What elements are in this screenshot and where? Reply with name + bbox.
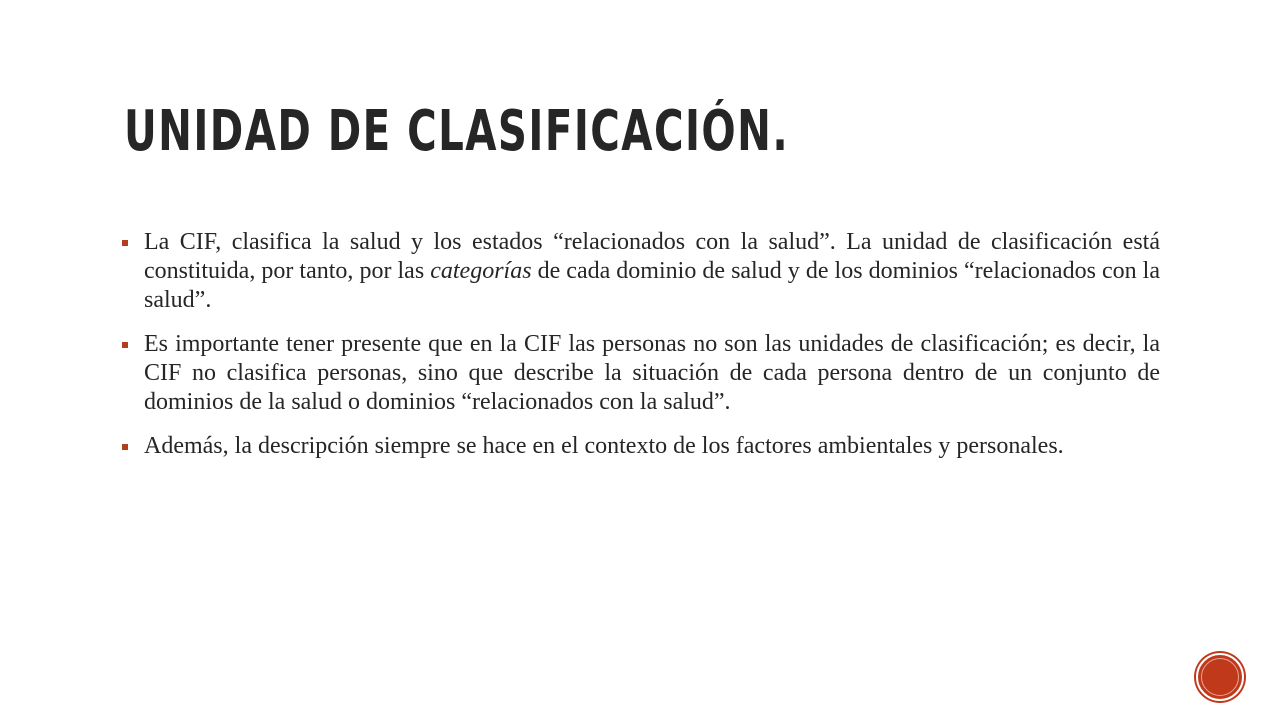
bullet-item [122, 432, 1160, 461]
bullet-text: Es importante tener presente que en la CIF las personas no son las unidades de clasificación; es decir, la CIF no clasifica personas, sino que describe la situación de cada persona dentro de un conjunto de dominios de la salud o dominios “relacionados con la salud”. [144, 331, 1160, 415]
slide-title: UNIDAD DE CLASIFICACIÓN. [124, 99, 790, 164]
bullet-text: Además, la descripción siempre se hace en el contexto de los factores ambientales y personales. [144, 433, 1064, 459]
badge-ring-icon [1201, 658, 1239, 696]
bullet-item [122, 228, 1160, 315]
bullet-item [122, 330, 1160, 417]
bullet-text: La CIF, clasifica la salud y los estados “relacionados con la salud”. La unidad de clasificación está constituida, por tanto, por las [144, 229, 1160, 284]
square-bullet-icon [122, 444, 128, 450]
bullet-text-after: de cada dominio de salud y de los dominios “relacionados con la salud”. [144, 258, 1160, 313]
bullet-emphasis: categorías [430, 258, 532, 284]
square-bullet-icon [122, 342, 128, 348]
square-bullet-icon [122, 240, 128, 246]
bullet-list [122, 228, 1160, 476]
slide-number-badge [1196, 653, 1244, 701]
